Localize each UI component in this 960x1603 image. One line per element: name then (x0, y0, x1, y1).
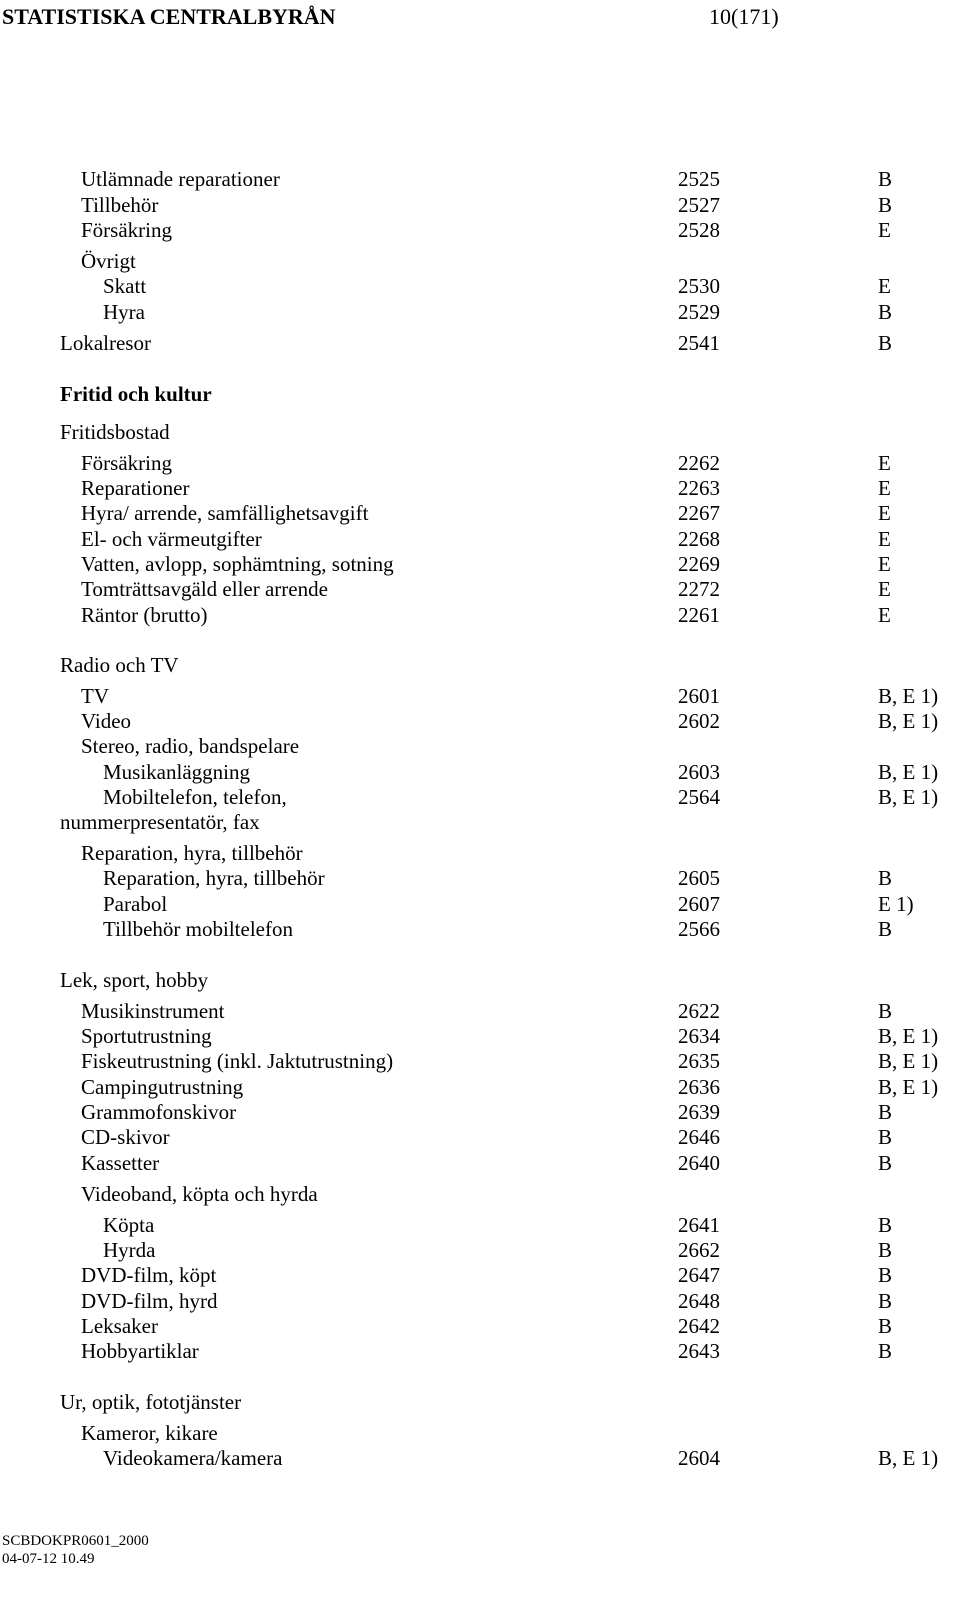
row-code: 2646 (678, 1125, 720, 1149)
row-label: Radio och TV (60, 653, 179, 677)
row-source: B (878, 167, 893, 191)
row-source: B (878, 1151, 893, 1175)
row-code: 2262 (678, 451, 720, 475)
row-code: 2566 (678, 917, 720, 941)
row-label: Tillbehör mobiltelefon (103, 917, 293, 941)
table-row (0, 1125, 960, 1150)
row-code: 2602 (678, 709, 720, 733)
footer-doc-id: SCBDOKPR0601_2000 (2, 1533, 149, 1549)
row-label: Fritid och kultur (60, 382, 212, 406)
row-label: Tomträttsavgäld eller arrende (81, 577, 328, 601)
row-label: Räntor (brutto) (81, 603, 208, 627)
table-row (0, 1075, 960, 1100)
document-title: STATISTISKA CENTRALBYRÅN (2, 4, 336, 29)
table-row (0, 684, 960, 709)
row-label: Fiskeutrustning (inkl. Jaktutrustning) (81, 1049, 394, 1073)
table-row (0, 866, 960, 891)
row-label: Reparation, hyra, tillbehör (81, 841, 303, 865)
row-source: E (878, 603, 891, 627)
row-label: Reparation, hyra, tillbehör (103, 866, 325, 890)
row-source: E (878, 552, 891, 576)
row-label: Hyra (103, 300, 145, 324)
table-row (0, 331, 960, 356)
table-row (0, 218, 960, 243)
section-heading (0, 249, 960, 274)
row-code: 2529 (678, 300, 720, 324)
row-label: Lek, sport, hobby (60, 968, 209, 992)
row-source: B (878, 866, 893, 890)
row-code: 2261 (678, 603, 720, 627)
table-row (0, 917, 960, 942)
row-label: Köpta (103, 1213, 155, 1237)
table-row (0, 300, 960, 325)
table-row (0, 892, 960, 917)
row-label: Parabol (103, 892, 168, 916)
row-label: Grammofonskivor (81, 1100, 237, 1124)
table-row (0, 1100, 960, 1125)
row-code: 2603 (678, 760, 720, 784)
row-source: B (878, 331, 893, 355)
row-label: Campingutrustning (81, 1075, 244, 1099)
row-label: Hyrda (103, 1238, 156, 1262)
footer-date: 04-07-12 10.49 (2, 1551, 95, 1567)
row-source: B (878, 1263, 893, 1287)
row-label: Tillbehör (81, 193, 159, 217)
row-source: B, E 1) (878, 1049, 939, 1073)
table-row (0, 577, 960, 602)
row-source: B (878, 1314, 893, 1338)
row-label: Sportutrustning (81, 1024, 212, 1048)
row-code: 2269 (678, 552, 720, 576)
row-source: E (878, 527, 891, 551)
table-row (0, 1213, 960, 1238)
row-source: E (878, 577, 891, 601)
row-source: E (878, 476, 891, 500)
row-code: 2564 (678, 785, 720, 809)
section-heading (0, 1390, 960, 1415)
row-source: E 1) (878, 892, 914, 916)
row-code: 2642 (678, 1314, 720, 1338)
table-row (0, 1314, 960, 1339)
row-source: B (878, 1213, 893, 1237)
row-label: Lokalresor (60, 331, 151, 355)
row-label: Hobbyartiklar (81, 1339, 199, 1363)
row-source: B (878, 917, 893, 941)
row-label: Försäkring (81, 218, 172, 242)
row-source: E (878, 218, 891, 242)
row-source: B (878, 999, 893, 1023)
section-heading (0, 1421, 960, 1446)
row-code: 2643 (678, 1339, 720, 1363)
row-label: Övrigt (81, 249, 136, 273)
row-code: 2604 (678, 1446, 720, 1470)
table-row (0, 476, 960, 501)
row-label: Leksaker (81, 1314, 158, 1338)
table-row (0, 603, 960, 628)
row-label: Ur, optik, fototjänster (60, 1390, 242, 1414)
row-code: 2634 (678, 1024, 720, 1048)
row-code: 2647 (678, 1263, 720, 1287)
row-source: B, E 1) (878, 760, 939, 784)
table-row (0, 1446, 960, 1471)
row-source: B, E 1) (878, 1446, 939, 1470)
table-row (0, 760, 960, 785)
table-row (0, 274, 960, 299)
row-code: 2622 (678, 999, 720, 1023)
row-code: 2267 (678, 501, 720, 525)
section-heading (0, 734, 960, 759)
row-source: B (878, 1125, 893, 1149)
table-row (0, 552, 960, 577)
section-heading (0, 968, 960, 993)
page-number: 10(171) (709, 4, 779, 29)
row-code: 2272 (678, 577, 720, 601)
row-label: Kameror, kikare (81, 1421, 218, 1445)
row-label: Skatt (103, 274, 147, 298)
row-code: 2641 (678, 1213, 720, 1237)
row-label: Video (81, 709, 132, 733)
row-source: E (878, 274, 891, 298)
row-label: Stereo, radio, bandspelare (81, 734, 300, 758)
row-label: Musikanläggning (103, 760, 250, 784)
row-code: 2527 (678, 193, 720, 217)
section-heading (0, 810, 960, 835)
table-row (0, 1238, 960, 1263)
row-source: B (878, 1339, 893, 1363)
row-code: 2528 (678, 218, 720, 242)
section-heading (0, 382, 960, 407)
row-code: 2530 (678, 274, 720, 298)
table-row (0, 1049, 960, 1074)
row-code: 2639 (678, 1100, 720, 1124)
row-source: B, E 1) (878, 1024, 939, 1048)
row-label: CD-skivor (81, 1125, 170, 1149)
row-code: 2541 (678, 331, 720, 355)
row-code: 2601 (678, 684, 720, 708)
table-row (0, 451, 960, 476)
row-code: 2640 (678, 1151, 720, 1175)
row-label: nummerpresentatör, fax (60, 810, 260, 834)
row-code: 2263 (678, 476, 720, 500)
row-code: 2662 (678, 1238, 720, 1262)
table-row (0, 709, 960, 734)
section-heading (0, 420, 960, 445)
table-row (0, 1289, 960, 1314)
row-label: Hyra/ arrende, samfällighetsavgift (81, 501, 369, 525)
row-label: El- och värmeutgifter (81, 527, 262, 551)
row-source: B (878, 1100, 893, 1124)
row-source: B, E 1) (878, 785, 939, 809)
row-label: Reparationer (81, 476, 190, 500)
row-source: B (878, 193, 893, 217)
row-code: 2648 (678, 1289, 720, 1313)
table-row (0, 167, 960, 192)
row-label: Videokamera/kamera (103, 1446, 283, 1470)
row-code: 2635 (678, 1049, 720, 1073)
row-code: 2525 (678, 167, 720, 191)
row-source: B, E 1) (878, 709, 939, 733)
table-row (0, 1339, 960, 1364)
row-label: Vatten, avlopp, sophämtning, sotning (81, 552, 394, 576)
table-row (0, 999, 960, 1024)
table-row (0, 1151, 960, 1176)
row-source: B, E 1) (878, 684, 939, 708)
table-row (0, 785, 960, 810)
row-label: TV (81, 684, 109, 708)
row-label: Utlämnade reparationer (81, 167, 280, 191)
row-label: Kassetter (81, 1151, 160, 1175)
section-heading (0, 841, 960, 866)
row-code: 2605 (678, 866, 720, 890)
row-label: Musikinstrument (81, 999, 225, 1023)
row-source: E (878, 501, 891, 525)
row-source: E (878, 451, 891, 475)
table-row (0, 1263, 960, 1288)
row-source: B, E 1) (878, 1075, 939, 1099)
row-label: Mobiltelefon, telefon, (103, 785, 287, 809)
table-row (0, 527, 960, 552)
row-label: Videoband, köpta och hyrda (81, 1182, 318, 1206)
section-heading (0, 1182, 960, 1207)
row-code: 2607 (678, 892, 720, 916)
row-label: Försäkring (81, 451, 172, 475)
table-row (0, 1024, 960, 1049)
table-row (0, 193, 960, 218)
row-source: B (878, 1289, 893, 1313)
row-code: 2636 (678, 1075, 720, 1099)
table-row (0, 501, 960, 526)
row-source: B (878, 1238, 893, 1262)
row-code: 2268 (678, 527, 720, 551)
section-heading (0, 653, 960, 678)
row-label: DVD-film, hyrd (81, 1289, 218, 1313)
row-label: DVD-film, köpt (81, 1263, 217, 1287)
row-label: Fritidsbostad (60, 420, 170, 444)
row-source: B (878, 300, 893, 324)
